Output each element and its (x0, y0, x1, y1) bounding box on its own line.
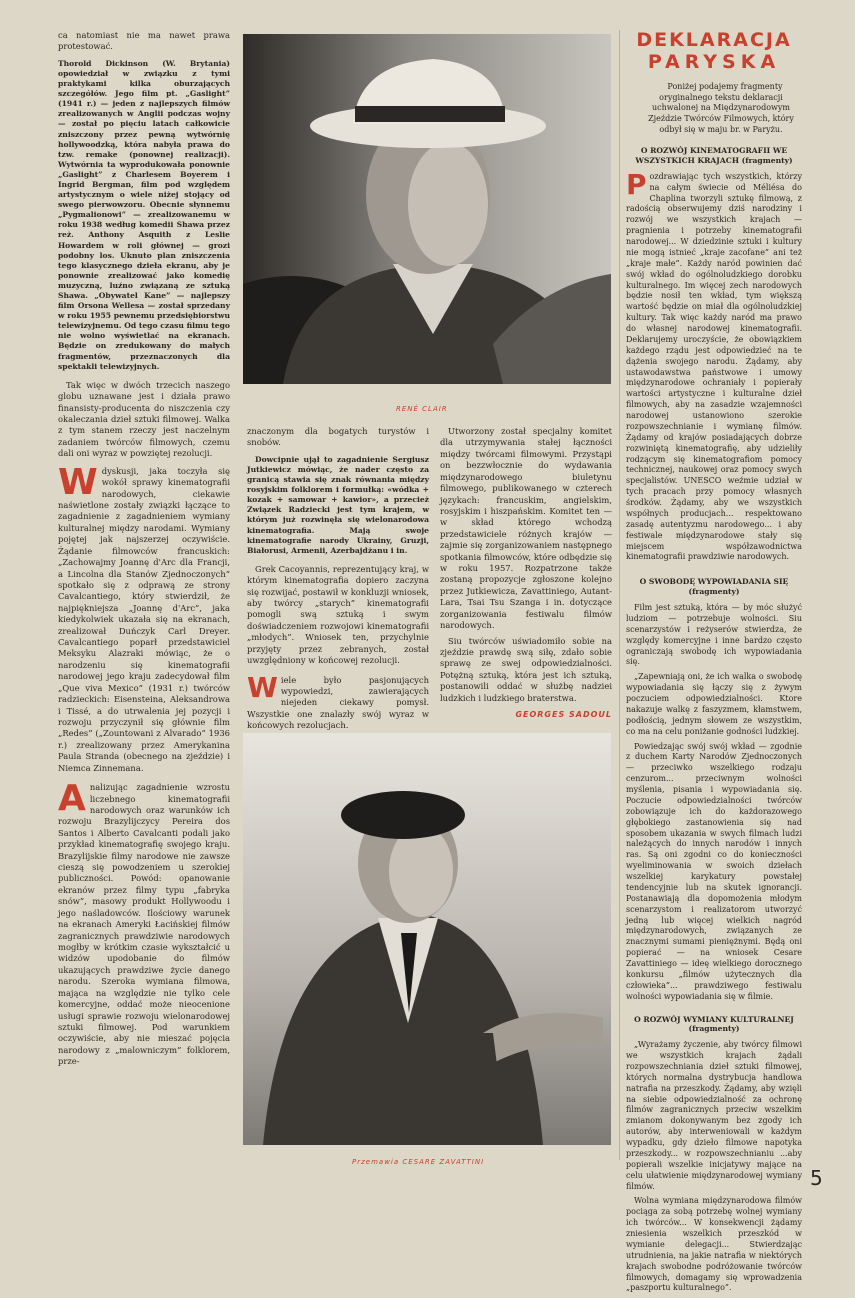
declaration-title (626, 30, 802, 74)
portrait-image (243, 34, 611, 384)
title-line-2: PARYSKA (647, 50, 781, 73)
note-jutkiewicz: Dowcipnie ujął to zagadnienie Sergiusz Jutkiewicz mówiąc, że nader często za granicą stawia się znak równania między rosyjskim folklorem i formułką: «wódka + kozak + samowar + kawior», a przecież Związek Radziecki jest tym krajem, w którym już rozwinęła się wielonarodowa kinematografia. Mają swoje kinematografie narody Ukrainy, Gruzji, Białorusi, Armenii, Azerbajdżanu i in. (247, 454, 429, 555)
column-divider (619, 30, 620, 1160)
photo-caption-top: RENÉ CLAIR (396, 405, 448, 413)
page-number: 5 (810, 1166, 823, 1190)
paragraph-wiele (247, 670, 429, 732)
section-heading-2: O SWOBODĘ WYPOWIADANIA SIĘ (fragmenty) (639, 577, 789, 597)
paragraph-text: dyskusji, jaka toczyła się wokół sprawy kinematografii narodowych, ciekawie naświetlone zostały związki łączące to zagadnienie z zagadnieniem wymiany kulturalnej między narodami. Wymiany pojętej jak najszerzej oczywiście. Żądanie filmowców francuskich: „Zachowajmy Joannę d'Arc dla Francji, a Lincolna dla Stanów Zjednoczonych” spotkało się z odprawą ze strony Cavalcantiego, który stwierdził, że najpiękniejsza „Joannę d'Arc”, jaka kiedykolwiek ukazała się na ekranach, zrealizował Duńczyk Carl Dreyer. Cavalcantiego poparł przedstawiciel Meksyku Alazraki mówiąc, że o narodzeniu się kinematografii narodowej jego kraju zadecydował film „Que viva Mexico” (1931 r.) twórców radzieckich: Eisensteina, Aleksandrowa i Tissé, a do utrwalenia jej pozycji i rozwoju przyczynił się głównie film „Redes” („Zountowani z Alvarado” 1936 r.) zrealizowany przez Amerykanina Paula Stranda (obecnego na zjeździe) i Niemca Zinnemana. (58, 465, 230, 773)
paragraph: Grek Cacoyannis, reprezentujący kraj, w którym kinematografia dopiero zaczyna się rozwijać, postawił w konkluzji wniosek, aby twórcy „starych” kinematografii pomogli swą sztuką i swym doświadczeniem rozwojowi kinematografii „młodych”. Wniosek ten, przychylnie przyjęty przez zebranych, został uwzględniony w końcowej rezolucji. (247, 563, 429, 666)
paragraph: Tak więc w dwóch trzecich naszego globu uznawane jest i działa prawo finansisty-producenta do niszczenia czy okaleczania dzieł sztuki filmowej. Walka z tym stanem rzeczy jest naczelnym zadaniem twórców filmowych, czemu dali oni wyraz w powziętej rezolucji. (58, 379, 230, 459)
section-heading-1: O ROZWÓJ KINEMATOGRAFII WE WSZYSTKICH KRAJACH (fragmenty) (635, 146, 793, 165)
column-2 (247, 426, 429, 732)
paragraph-dyskusji (58, 461, 230, 774)
paragraph: Utworzony został specjalny komitet dla utrzymywania stałej łączności między twórcami filmowymi. Przystąpi on bezzwłocznie do wydawania międzynarodowego biuletynu filmowego, publikowanego w czterech językach: francuskim, angielskim, rosyjskim i hiszpańskim. Komitet ten — w skład którego wchodzą przedstawiciele różnych krajów — zajmie się zorganizowaniem następnego spotkania filmowców, które odbędzie się w roku 1957. Rozpatrzone także zostaną propozycje zgłoszone kolejno przez Jutkiewicza, Zavattiniego, Autant-Lara, Tsai Tsu Szanga i in. dotyczące zorganizowania festiwalu filmów narodowych. (440, 426, 612, 631)
photo-rene-clair (243, 34, 611, 384)
section-2-para-c: Powiedzając swój swój wkład — zgodnie z duchem Karty Narodów Zjednoczonych — przeciwko wszelkiego rodzaju cenzurom... przeciwnym wolności myślenia, pisania i wypowiadania się. Poczucie odpowiedzialności twórców zobowiązuje ich do każdorazowego głębokiego zastanowienia się nad sposobem ukazania w swych filmach ludzi należących do innych narodów i innych ras. Są oni zgodni co do konieczności wyeliminowania w swoich dziełach wszelkiej karykatury powstałej tendencyjnie lub na skutek ignorancji. Postanawiają dla dopomożenia młodym scenarzystom i realizatorom utworzyć jedną lub więcej wielkich nagród międzynarodowych, związanych ze znacznymi sumami pieniężnymi. Będą oni popierać — na wniosek Cesare Zavattiniego — ideę wielkiego dorocznego konkursu „filmów użytecznych dla człowieka”... prawdziwego festiwalu wolności wypowiadania się w filmie. (626, 741, 802, 1001)
paragraph-analizujac (58, 778, 230, 1068)
paragraph-text: nalizując zagadnienie wzrostu liczebnego kinematografii narodowych oraz warunków ich rozwoju Brazylijczycy Pereira dos Santos i Alberto Cavalcanti podali jako przykład kinematografię swojego kraju. Brazylijskie filmy narodowe nie zawsze cieszą się powodzeniem u szerokiej publiczności. Powód: opanowanie ekranów przez filmy typu „fabryka snów”, masowy produkt Hollywoodu i jego naśladowców. Ilościowy warunek na ekranach Ameryki Łacińskiej filmów zagranicznych prawdziwie narodowych mogłby w krótkim czasie wykształcić u widzów upodobanie do filmów ukazujących prawdziwe życie danego narodu. Szeroka wymiana filmowa, mająca na względzie nie tylko cele komercyjne, oddać może nieocenione usługi sprawie rozwoju wielonarodowej sztuki filmowej. Pod warunkiem oczywiście, aby nie mieszać pojęcia narodowy z „malowniczym” folklorem, prze- (58, 782, 230, 1067)
note-dickinson: Thorold Dickinson (W. Brytania) opowiedział w związku z tymi praktykami kilka oburzających szczegółów. Jego film pt. „Gaslight” (1941 r.) — jeden z najlepszych filmów zrealizowanych w Anglii podczas wojny — został po pięciu latach całkowicie zniszczony przez pewną wytwórnię hollywoodzką, która nabyła prawa do tzw. remake (ponownej realizacji). Wytwórnia ta wyprodukowała ponownie „Gaslight” z Charlesem Boyerem i Ingrid Bergman, film pod względem artystycznym o wiele niżej stojący od swego pierwowzoru. Obecnie słynnemu „Pygmalionowi” — zrealizowanemu w roku 1938 według komedii Shawa przez reż. Anthony Asquith z Leslie Howardem w roli głównej — grozi podobny los. Uknuto plan zniszczenia tego klasycznego dzieła ekranu, aby je ponownie zrealizować jako komedię muzyczną, luźno związaną ze sztuką Shawa. „Obywatel Kane” — najlepszy film Orsona Wellesa — został sprzedany w roku 1955 pewnemu przedsiębiorstwu telewizyjnemu. Od tego czasu filmu tego nie wolno wyświetlać na ekranach. Będzie on zredukowany do małych fragmentów, przeznaczonych dla spektakli telewizyjnych. (58, 58, 230, 371)
drop-cap: P (626, 167, 647, 201)
lead: Poniżej podajemy fragmenty oryginalnego tekstu deklaracji uchwalonej na Międzynarodowym Zjeździe Twórców Filmowych, który odbył się w maju br. w Paryżu. (648, 81, 794, 135)
paragraph: znaczonym dla bogatych turystów i snobów. (247, 426, 429, 448)
column-3 (440, 426, 612, 721)
column-1 (58, 30, 230, 1068)
signature: GEORGES SADOUL (515, 710, 612, 720)
paragraph-text: iele było pasjonujących wypowiedzi, zawierających niejeden ciekawy pomysł. Wszystkie one znalazły swój wyraz w końcowych rezolucjach. (247, 674, 429, 731)
section-2-para-a: Film jest sztuką, która — by móc służyć ludziom — potrzebuje wolności. Siu scenarzystów i reżyserów stwierdza, że względy komercyjne i inne bardzo często ograniczają swobodę ich wypowiadania się. (626, 603, 802, 667)
column-4 (626, 30, 802, 1298)
paragraph: Siu twórców uświadomiło sobie na zjeździe prawdę swą siłę, zdało sobie sprawę ze swej odpowiedzialności. Potężną sztuką, która jest ich sztuką, postanowili oddać w służbę nadziei ludzkich i ludzkiego braterstwa. (440, 635, 612, 703)
section-2-para-b: „Zapewniają oni, że ich walka o swobodę wypowiadania się łączy się z żywym poczuciem odpowiedzialności. Ktore nakazuje walkę z faszyzmem, kłamstwem, podłością, jednym słowem ze wszystkim, co ma na celu poniżanie godności ludzkiej. (626, 672, 802, 736)
section-3-para-b: Wolna wymiana międzynarodowa filmów pociąga za sobą potrzebę wolnej wymiany ich twórców... W konsekwencji żądamy zniesienia wszelkich przeszkód w wymianie delegacji... Stwierdzając utrudnienia, na jakie natrafia w niektórych krajach swobodne podróżowanie twórców filmowych, domagamy się wprowadzenia „paszportu kulturalnego”. (626, 1196, 802, 1293)
drop-cap: A (58, 778, 86, 820)
section-1 (626, 167, 802, 564)
photo-caption-bottom: Przemawia CESARE ZAVATTINI (352, 1158, 485, 1166)
section-3-para-a: „Wyrażamy życzenie, aby twórcy filmowi we wszystkich krajach żądali rozpowszechniania dzieł sztuki filmowej, których normalna dystrybucja handlowa natrafia na przeszkody. Żądamy, aby wzięli na siebie odpowiedzialność za ochronę filmów zagranicznych przeciw wszelkim zmianom dokonywanym bez zgody ich autorów, aby interweniowali w każdym wypadku, gdy dzieło filmowe napotyka przeszkody... w rozpowszechnianiu ...aby popierali wszelkie inicjatywy mające na celu ułatwienie międzynarodowej wymiany filmów. (626, 1040, 802, 1191)
intro-line: ca natomiast nie ma nawet prawa protestować. (58, 30, 230, 52)
portrait-image (243, 733, 611, 1145)
drop-cap: W (58, 461, 98, 503)
drop-cap: W (247, 670, 278, 704)
section-heading-3: O ROZWÓJ WYMIANY KULTURALNEJ (fragmenty) (634, 1014, 794, 1034)
section-1-text: ozdrawiając tych wszystkich, którzy na całym świecie od Méliésa do Chaplina tworzyli sztukę filmową, z radością obserwujemy dziś narodziny i rozwój we wszystkich krajach — pragnienia i potrzeby kinematografii narodowej... W dziedzinie sztuki i kultury nie mogą istnieć „kraje zacofane” ani też „kraje małe”. Każdy naród powinien dać swój wkład do ogólnoludzkiego dorobku kulturalnego. Im więcej zech narodowych będzie nosił ten wkład, tym większą wartość będzie on miał dla ogólnoludzkiej kultury. Tak więc każdy naród ma prawo do własnej narodowej kinematografii. Deklarujemy uroczyście, że obowiązkiem każdego rządu jest odpowiedzieć na te dążenia swojego narodu. Żądamy, aby ustawodawstwa państwowe i umowy międzynarodowe ochraniały i popierały wartości artystyczne i kulturalne dzieł filmowych, aby na zasadzie wzajemności narodowej ustanowiono szerokie rozpowszechnianie i wymianę filmów. Żądamy od krajów posiadających dobrze rozwiniętą kinematografię, aby udzieliły rodzącym się kinematografiom pomocy technicznej, naukowej oraz pomocy swych specjalistów. UNESCO weźmie udział w tych pracach przy pomocy własnych środków. Żądamy, aby we wszystkich współnych producjach... respektowano zasadę autentyzmu narodowego... i aby festiwale międzynarodowe stały się miejscem współzawodnictwa kinematografii prawdziwie narodowych. (626, 171, 802, 562)
title-line-1: DEKLARACJA (636, 29, 792, 51)
photo-cesare-zavattini (243, 733, 611, 1145)
